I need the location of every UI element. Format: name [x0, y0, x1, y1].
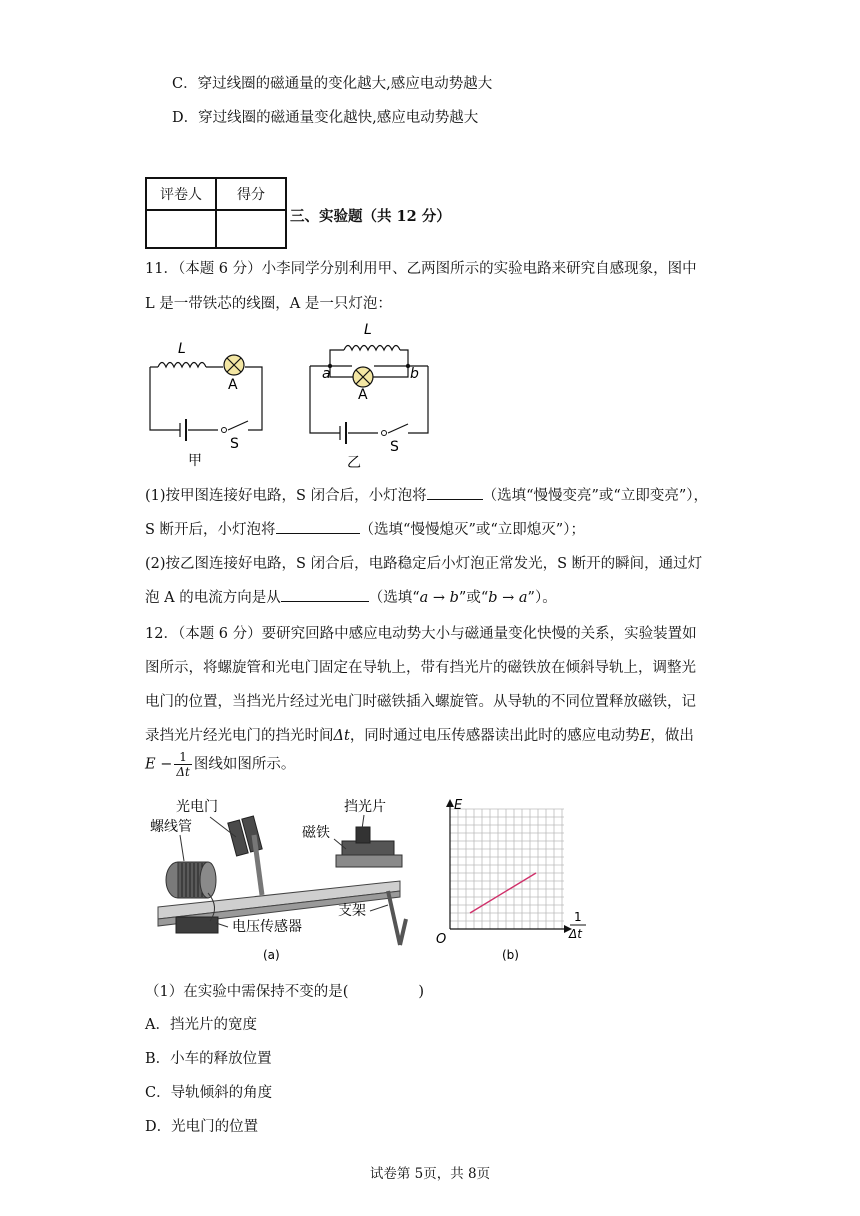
axis-x-num: 1 — [574, 910, 582, 924]
q11-part1-line1 — [145, 484, 708, 505]
q11-line1: 11．（本题 6 分）小李同学分别利用甲、乙两图所示的实验电路来研究自感现象，图中 — [145, 261, 697, 277]
grader-table — [145, 177, 287, 249]
q11-p2b: 泡 A 的电流方向是从 — [145, 590, 281, 606]
jia-switch-label: S — [230, 436, 239, 452]
q11-line2: L 是一带铁芯的线圈，A 是一只灯泡： — [145, 296, 392, 312]
origin-label: O — [436, 932, 447, 947]
option-a-to-b: a → b — [419, 590, 459, 606]
q11-p1c: S 断开后，小灯泡将 — [145, 522, 276, 538]
q12-sub1-text: （1）在实验中需保持不变的是( — [145, 984, 349, 1000]
yi-node-b: b — [410, 366, 419, 382]
axis-y-label: E — [454, 798, 463, 813]
circuit-yi — [300, 318, 440, 473]
q11-p2e: ”）。 — [527, 590, 557, 606]
page-footer: 试卷第 5页，共 8页 — [369, 1166, 491, 1182]
frac-den: Δt — [176, 765, 190, 779]
q12-line4b: ，同时通过电压传感器读出此时的感应电动势 — [349, 728, 640, 744]
label-stand: 支架 — [338, 903, 366, 919]
grader-header: 评卷人 — [146, 178, 216, 210]
circuit-jia — [140, 335, 275, 470]
section-title: 三、实验题（共 12 分） — [290, 208, 451, 225]
score-header: 得分 — [216, 178, 286, 210]
data-line — [470, 873, 536, 913]
option-d: D．穿过线圈的磁通量变化越快,感应电动势越大 — [172, 110, 479, 126]
q12-sub1-end: ) — [418, 984, 425, 1000]
q12-line5 — [145, 750, 295, 779]
q11-p1a: (1)按甲图连接好电路，S 闭合后，小灯泡将 — [145, 488, 427, 504]
answer-blank-1[interactable] — [427, 484, 483, 500]
label-voltage-sensor: 电压传感器 — [232, 919, 302, 935]
q11-p1d: （选填“慢慢熄灭”或“立即熄灭”）； — [359, 522, 585, 538]
choice-d: D．光电门的位置 — [145, 1119, 259, 1135]
q11-part2-line1: (2)按乙图连接好电路，S 闭合后，电路稳定后小灯泡正常发光，S 断开的瞬间，通过灯 — [145, 556, 703, 572]
score-cell — [216, 210, 286, 248]
choice-a: A．挡光片的宽度 — [145, 1017, 257, 1033]
yi-node-a: a — [322, 366, 331, 382]
jia-caption: 甲 — [188, 453, 202, 469]
q12-sub1 — [145, 980, 424, 1001]
q12-line4a: 录挡光片经光电门的挡光时间 — [145, 728, 334, 744]
expr-e: E − — [145, 756, 173, 773]
q12-line2: 图所示，将螺旋管和光电门固定在导轨上，带有挡光片的磁铁放在倾斜导轨上，调整光 — [145, 660, 696, 676]
q11-p1b: （选填“慢慢变亮”或“立即变亮”）， — [482, 488, 708, 504]
label-shutter: 挡光片 — [344, 799, 386, 815]
symbol-e: E — [639, 728, 651, 744]
yi-caption: 乙 — [347, 455, 361, 471]
label-magnet: 磁铁 — [302, 825, 330, 841]
y-axis-arrow-icon — [446, 799, 454, 807]
q11-part1-line2 — [145, 518, 585, 539]
option-c: C．穿过线圈的磁通量的变化越大,感应电动势越大 — [172, 76, 493, 92]
grader-cell — [146, 210, 216, 248]
symbol-dt: Δt — [333, 728, 350, 744]
q11-p2c: （选填“ — [368, 590, 420, 606]
jia-coil-label: L — [178, 341, 186, 357]
q11-p2d: ”或“ — [458, 590, 489, 606]
q12-line3: 电门的位置，当挡光片经过光电门时磁铁插入螺旋管。从导轨的不同位置释放磁铁，记 — [145, 694, 696, 710]
fraction-1-over-dt — [174, 750, 192, 779]
yi-switch-label: S — [390, 439, 399, 455]
label-photogate: 光电门 — [176, 799, 218, 815]
yi-lamp-label: A — [358, 387, 368, 403]
caption-a: (a) — [263, 948, 280, 962]
yi-coil-label: L — [364, 322, 372, 338]
caption-b: (b) — [502, 948, 519, 962]
jia-lamp-label: A — [228, 377, 238, 393]
q11-part2-line2 — [145, 586, 557, 607]
q12-line4 — [145, 724, 694, 745]
option-b-to-a: b → a — [488, 590, 528, 606]
figure-a-apparatus — [150, 795, 420, 965]
answer-blank-3[interactable] — [281, 586, 369, 602]
q12-line5-text: 图线如图所示。 — [193, 756, 296, 773]
q12-line1: 12．（本题 6 分）要研究回路中感应电动势大小与磁通量变化快慢的关系，实验装置如 — [145, 626, 697, 642]
figure-b-graph — [430, 795, 595, 965]
choice-c: C．导轨倾斜的角度 — [145, 1085, 273, 1101]
frac-num: 1 — [174, 750, 192, 765]
choice-b: B．小车的释放位置 — [145, 1051, 272, 1067]
q12-line4c: ，做出 — [650, 728, 694, 744]
answer-blank-2[interactable] — [276, 518, 360, 534]
label-coil: 螺线管 — [150, 819, 192, 835]
axis-x-den: Δt — [569, 927, 582, 941]
